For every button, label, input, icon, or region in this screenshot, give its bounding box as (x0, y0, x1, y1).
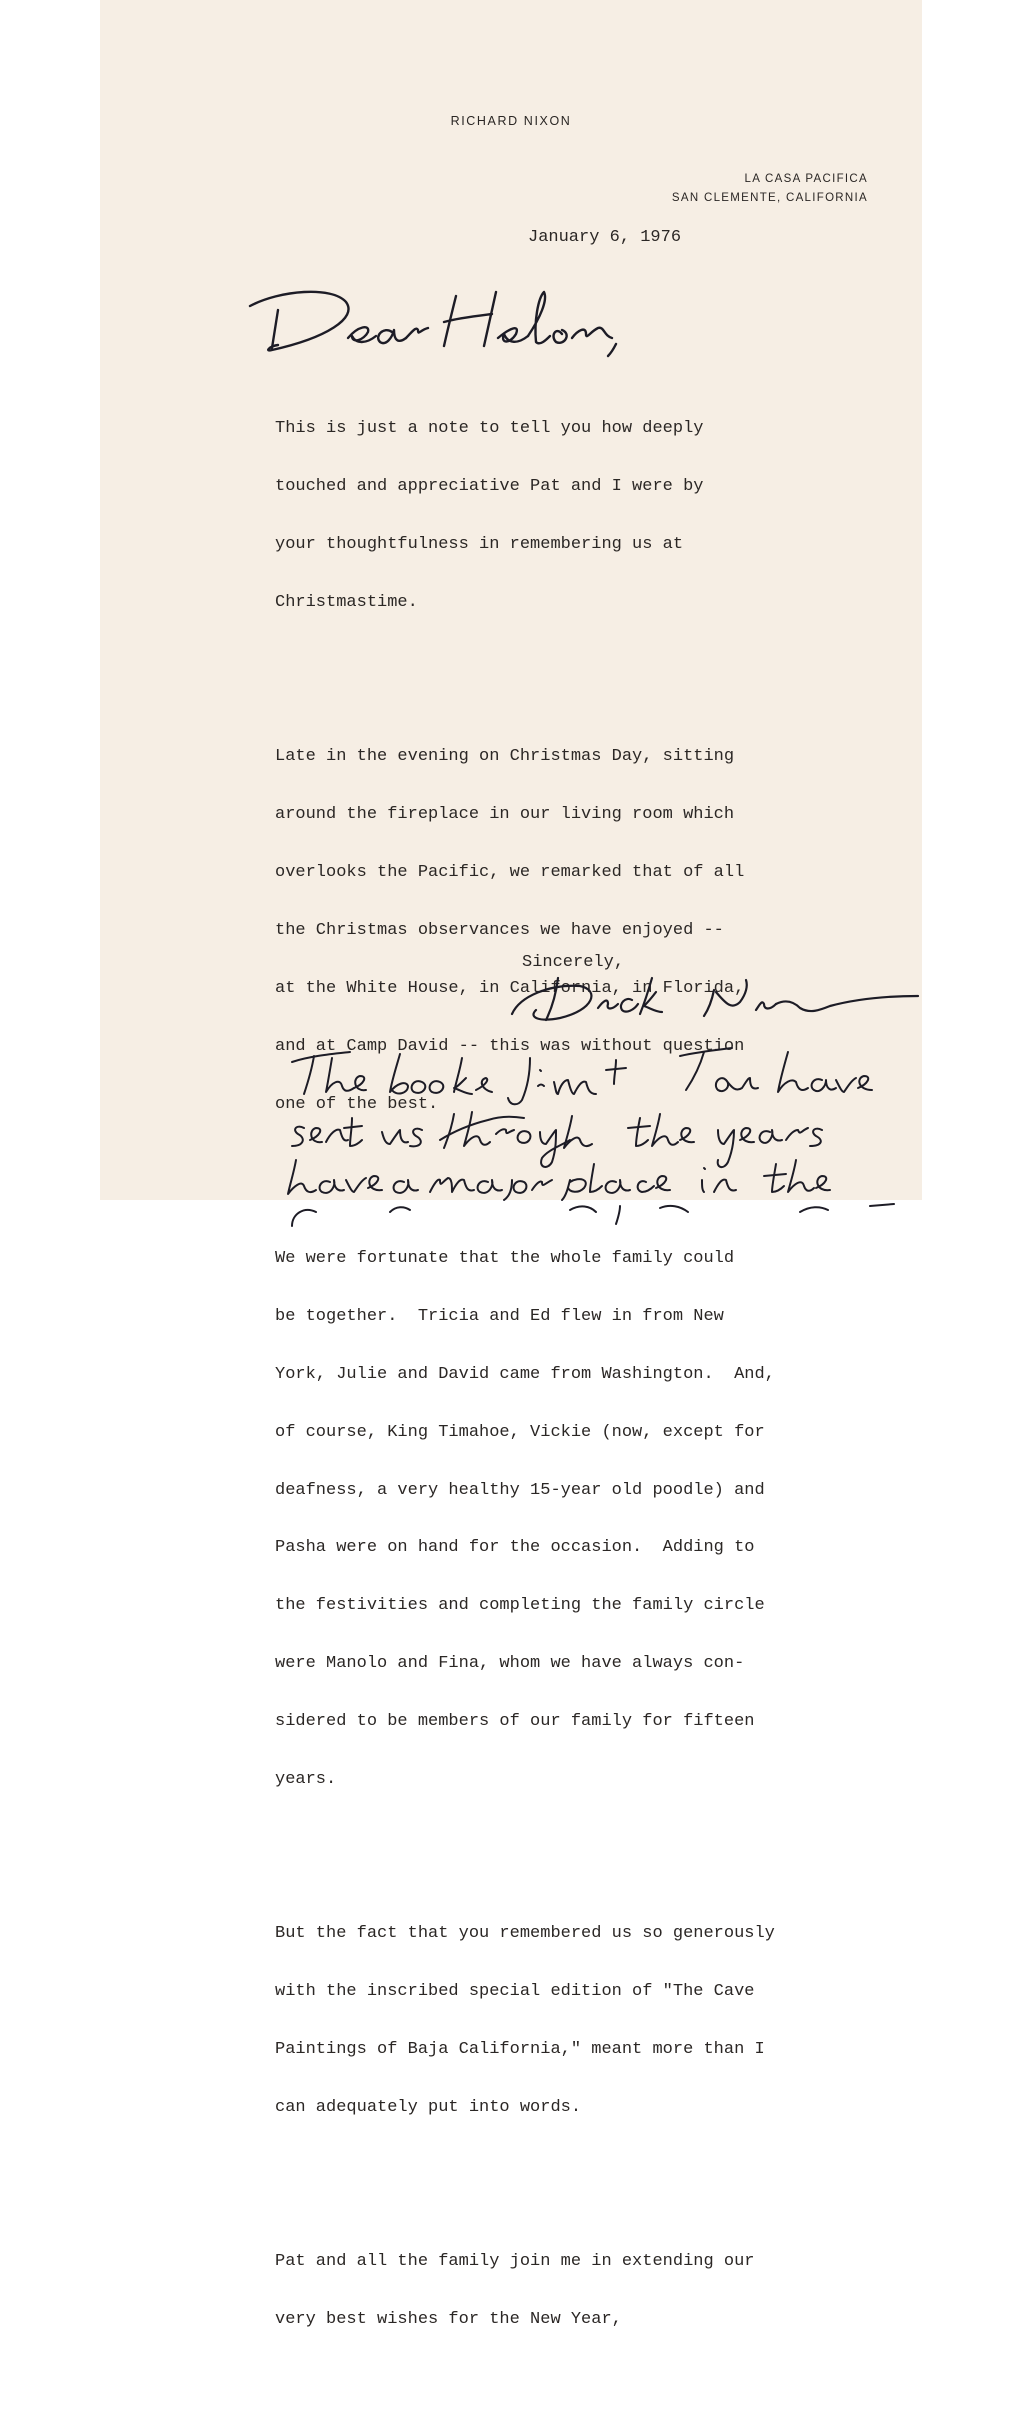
text-line: and at Camp David -- this was without question (275, 1036, 745, 1056)
text-line: Pasha were on hand for the occasion. Adding to (275, 1538, 755, 1558)
closing: Sincerely, (522, 953, 625, 972)
text-line: This is just a note to tell you how deeply (275, 419, 704, 439)
text-line: were Manolo and Fina, whom we have always con- (275, 1654, 745, 1674)
text-line: of course, King Timahoe, Vickie (now, except for (275, 1422, 765, 1442)
text-line: the Christmas observances we have enjoyed -- (275, 920, 724, 940)
letter-date: January 6, 1976 (528, 228, 682, 247)
text-line: your thoughtfulness in remembering us at (275, 534, 684, 554)
text-line: sidered to be members of our family for fifteen (275, 1712, 755, 1732)
text-line: at the White House, in California, in Florida, (275, 978, 745, 998)
text-line: Late in the evening on Christmas Day, sitting (275, 747, 735, 767)
text-line: around the fireplace in our living room which (275, 805, 735, 825)
text-line: be together. Tricia and Ed flew in from New (275, 1306, 724, 1326)
paragraph (275, 2214, 775, 2368)
text-line: overlooks the Pacific, we remarked that of all (275, 863, 745, 883)
text-line: can adequately put into words. (275, 2098, 582, 2118)
salutation-handwriting (250, 292, 616, 356)
text-line: one of the best. (275, 1094, 439, 1114)
text-line: very best wishes for the New Year, (275, 2310, 622, 2330)
address-line: LA CASA PACIFICA (744, 173, 868, 185)
letter-page (100, 0, 922, 2330)
text-line: years. (275, 1769, 337, 1789)
text-line: We were fortunate that the whole family could (275, 1248, 735, 1268)
text-line: the festivities and completing the family circle (275, 1596, 765, 1616)
signature-handwriting (512, 978, 918, 1020)
paragraph (275, 1886, 775, 2156)
text-line: touched and appreciative Pat and I were by (275, 477, 704, 497)
text-line: with the inscribed special edition of "The Cave (275, 1982, 755, 2002)
paragraph (275, 1210, 775, 1828)
postscript-handwriting (292, 1048, 872, 1104)
text-line: Pat and all the family join me in extending our (275, 2252, 755, 2272)
text-line: York, Julie and David came from Washington. And, (275, 1364, 775, 1384)
text-line: Paintings of Baja California," meant more than I (275, 2040, 765, 2060)
address-line: SAN CLEMENTE, CALIFORNIA (671, 192, 868, 204)
postscript-handwriting (292, 1112, 822, 1167)
text-line: But the fact that you remembered us so generously (275, 1924, 775, 1944)
text-line: deafness, a very healthy 15-year old poodle) and (275, 1480, 765, 1500)
letterhead-name: RICHARD NIXON (450, 114, 572, 128)
postscript-handwriting (288, 1160, 830, 1200)
text-line: Christmastime. (275, 592, 418, 612)
handwriting-ink (100, 0, 922, 1200)
